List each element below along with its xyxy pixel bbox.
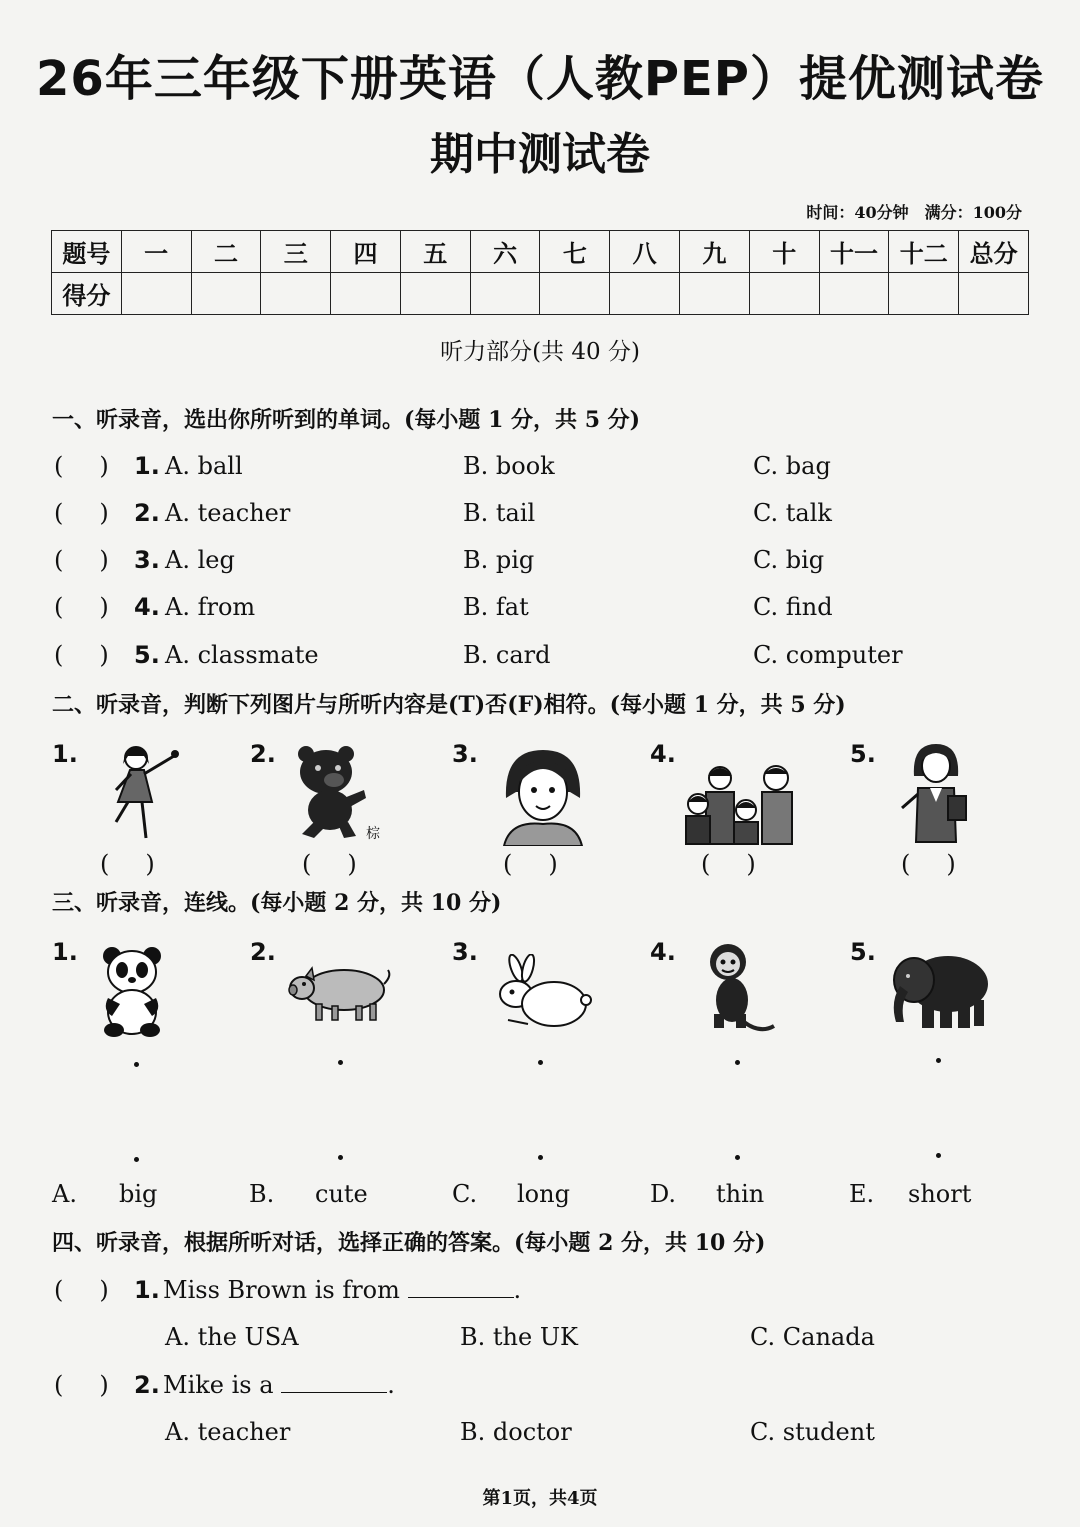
picture-number: 4. <box>650 740 676 768</box>
score-cell: 十二 <box>889 231 959 273</box>
score-input-cell[interactable] <box>331 273 401 315</box>
option-a: A. classmate <box>165 641 319 669</box>
section4-heading: 四、听录音，根据所听对话，选择正确的答案。(每小题 2 分，共 10 分) <box>52 1230 766 1256</box>
option-c: C. find <box>753 593 833 621</box>
page-footer: 第1页，共4页 <box>482 1488 598 1509</box>
section3-heading: 三、听录音，连线。(每小题 2 分，共 10 分) <box>52 890 502 916</box>
teacher-picture <box>898 742 970 846</box>
answer-bracket[interactable]: ( ) <box>54 546 109 574</box>
match-dot-top[interactable] <box>735 1060 740 1065</box>
score-cell: 四 <box>331 231 401 273</box>
match-dot-bottom[interactable] <box>538 1155 543 1160</box>
word-letter: D. <box>650 1180 677 1208</box>
match-dot-bottom[interactable] <box>338 1155 343 1160</box>
animal-number: 1. <box>52 938 78 966</box>
score-cell: 九 <box>680 231 750 273</box>
animal-number: 3. <box>452 938 478 966</box>
score-cell: 十一 <box>819 231 889 273</box>
option-c: C. bag <box>753 452 831 480</box>
score-input-cell[interactable] <box>400 273 470 315</box>
option-c: C. big <box>753 546 825 574</box>
word-option: thin <box>716 1180 765 1208</box>
word-option: big <box>119 1180 158 1208</box>
word-letter: A. <box>52 1180 77 1208</box>
answer-bracket[interactable]: ( ) <box>54 1276 109 1304</box>
tf-answer-bracket[interactable]: ( ) <box>100 850 155 878</box>
score-cell: 十 <box>749 231 819 273</box>
word-option: long <box>517 1180 570 1208</box>
family-picture <box>680 760 800 848</box>
word-letter: C. <box>452 1180 478 1208</box>
score-input-cell[interactable] <box>261 273 331 315</box>
question-number: 4. <box>134 593 160 621</box>
picture-number: 3. <box>452 740 478 768</box>
word-option: short <box>908 1180 972 1208</box>
question-stem: Mike is a . <box>163 1371 395 1399</box>
option-b: B. doctor <box>460 1418 572 1446</box>
match-dot-bottom[interactable] <box>134 1157 139 1162</box>
match-dot-top[interactable] <box>338 1060 343 1065</box>
score-row-label: 得分 <box>52 273 122 315</box>
score-table <box>51 230 1029 315</box>
section1-heading: 一、听录音，选出你所听到的单词。(每小题 1 分，共 5 分) <box>52 407 641 433</box>
rabbit-picture <box>488 954 592 1030</box>
option-b: B. pig <box>463 546 535 574</box>
option-a: A. from <box>165 593 256 621</box>
question-number: 2. <box>134 1371 160 1399</box>
picture-number: 2. <box>250 740 276 768</box>
option-a: A. leg <box>165 546 235 574</box>
woman-face-picture <box>500 748 586 846</box>
match-dot-bottom[interactable] <box>936 1153 941 1158</box>
panda-picture <box>98 944 166 1038</box>
question-number: 5. <box>134 641 160 669</box>
score-input-cell[interactable] <box>540 273 610 315</box>
picture-number: 5. <box>850 740 876 768</box>
option-c: C. computer <box>753 641 903 669</box>
option-a: A. teacher <box>165 499 291 527</box>
answer-blank[interactable] <box>281 1372 387 1393</box>
option-a: A. ball <box>165 452 243 480</box>
score-table-score-row <box>52 273 1029 315</box>
bear-color-label: 棕 <box>366 826 380 842</box>
animal-number: 5. <box>850 938 876 966</box>
word-option: cute <box>315 1180 368 1208</box>
score-input-cell[interactable] <box>749 273 819 315</box>
score-input-cell[interactable] <box>191 273 261 315</box>
option-b: B. fat <box>463 593 529 621</box>
word-letter: E. <box>849 1180 875 1208</box>
answer-bracket[interactable]: ( ) <box>54 452 109 480</box>
time-info: 时间：40分钟 满分：100分 <box>806 203 1022 222</box>
score-cell: 五 <box>400 231 470 273</box>
section2-heading: 二、听录音，判断下列图片与所听内容是(T)否(F)相符。(每小题 1 分，共 5 分) <box>52 692 846 718</box>
option-b: B. tail <box>463 499 536 527</box>
elephant-picture <box>888 948 992 1032</box>
tf-answer-bracket[interactable]: ( ) <box>302 850 357 878</box>
paper-subtitle: 期中测试卷 <box>430 129 650 180</box>
score-input-cell[interactable] <box>470 273 540 315</box>
listening-part-heading: 听力部分(共 40 分) <box>440 339 640 365</box>
question-number: 3. <box>134 546 160 574</box>
score-cell: 题号 <box>52 231 122 273</box>
answer-bracket[interactable]: ( ) <box>54 499 109 527</box>
question-stem: Miss Brown is from . <box>163 1276 522 1304</box>
question-stem-text: Mike is a <box>163 1371 274 1399</box>
match-dot-top[interactable] <box>134 1062 139 1067</box>
option-b: B. card <box>463 641 551 669</box>
score-input-cell[interactable] <box>889 273 959 315</box>
question-number: 1. <box>134 452 160 480</box>
girl-running-picture <box>104 742 184 846</box>
animal-number: 2. <box>250 938 276 966</box>
question-stem-text: Miss Brown is from <box>163 1276 400 1304</box>
tf-answer-bracket[interactable]: ( ) <box>901 850 956 878</box>
question-number: 2. <box>134 499 160 527</box>
pig-picture <box>288 962 394 1024</box>
option-b: B. the UK <box>460 1323 578 1351</box>
score-input-cell[interactable] <box>959 273 1029 315</box>
score-table-header-row <box>52 231 1029 273</box>
paper-title: 26年三年级下册英语（人教PEP）提优测试卷 <box>36 51 1044 107</box>
monkey-picture <box>704 942 776 1038</box>
question-number: 1. <box>134 1276 160 1304</box>
option-c: C. student <box>750 1418 875 1446</box>
score-input-cell[interactable] <box>819 273 889 315</box>
animal-number: 4. <box>650 938 676 966</box>
match-dot-top[interactable] <box>936 1058 941 1063</box>
option-a: A. teacher <box>165 1418 291 1446</box>
option-b: B. book <box>463 452 555 480</box>
answer-bracket[interactable]: ( ) <box>54 641 109 669</box>
match-dot-top[interactable] <box>538 1060 543 1065</box>
score-cell: 三 <box>261 231 331 273</box>
score-cell: 八 <box>610 231 680 273</box>
option-c: C. talk <box>753 499 832 527</box>
score-cell: 一 <box>121 231 191 273</box>
score-cell: 二 <box>191 231 261 273</box>
answer-bracket[interactable]: ( ) <box>54 1371 109 1399</box>
score-cell: 六 <box>470 231 540 273</box>
score-input-cell[interactable] <box>121 273 191 315</box>
option-a: A. the USA <box>165 1323 299 1351</box>
score-cell: 总分 <box>959 231 1029 273</box>
tf-answer-bracket[interactable]: ( ) <box>503 850 558 878</box>
score-input-cell[interactable] <box>680 273 750 315</box>
answer-blank[interactable] <box>408 1277 514 1298</box>
tf-answer-bracket[interactable]: ( ) <box>701 850 756 878</box>
option-c: C. Canada <box>750 1323 875 1351</box>
score-input-cell[interactable] <box>610 273 680 315</box>
answer-bracket[interactable]: ( ) <box>54 593 109 621</box>
picture-number: 1. <box>52 740 78 768</box>
match-dot-bottom[interactable] <box>735 1155 740 1160</box>
word-letter: B. <box>249 1180 275 1208</box>
score-cell: 七 <box>540 231 610 273</box>
